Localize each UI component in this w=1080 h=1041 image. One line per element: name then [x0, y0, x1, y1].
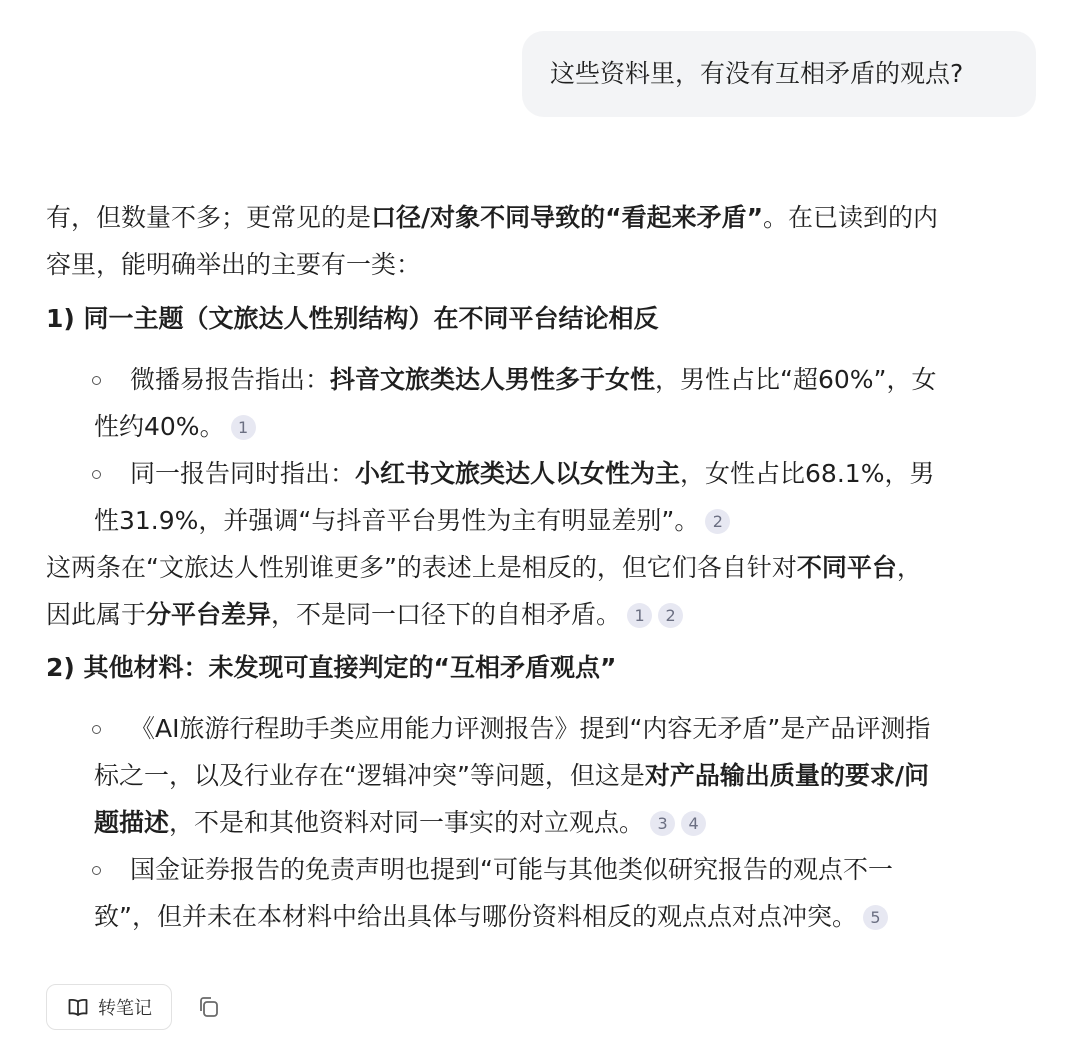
bullet-text: 标之一，以及行业存在“逻辑冲突”等问题，但这是: [94, 761, 645, 790]
list-item-continuation: [46, 752, 1046, 799]
user-message-text: 这些资料里，有没有互相矛盾的观点?: [550, 59, 964, 88]
citation-badge[interactable]: 1: [231, 415, 256, 440]
bullet-icon: [92, 866, 101, 875]
list-item-continuation: [46, 799, 1046, 846]
intro-text-end: 。在已读到的内: [763, 203, 939, 232]
bullet-text: 微播易报告指出：: [130, 365, 331, 394]
list-item: [46, 356, 1046, 403]
bullet-text-end: ，女性占比68.1%，男: [680, 459, 935, 488]
bullet-bold-text: 对产品输出质量的要求/问: [644, 761, 930, 790]
intro-line-2: [46, 241, 1046, 288]
bullet-icon: [92, 470, 101, 479]
bullet-icon: [92, 725, 101, 734]
bullet-text: 性约40%。: [94, 412, 225, 441]
citation-badge[interactable]: 3: [650, 811, 675, 836]
citation-badge[interactable]: 2: [658, 603, 683, 628]
bullet-text: ，不是和其他资料对同一事实的对立观点。: [169, 808, 645, 837]
citation-badge[interactable]: 5: [863, 905, 888, 930]
bullet-icon: [92, 376, 101, 385]
list-item: [46, 705, 1046, 752]
summary-text-end: ，: [896, 553, 922, 582]
copy-button[interactable]: [194, 992, 224, 1022]
bullet-bold-text: 小红书文旅类达人以女性为主: [355, 459, 681, 488]
save-to-notes-button[interactable]: [46, 984, 172, 1030]
list-item-continuation: [46, 893, 1046, 940]
citation-badge[interactable]: 2: [705, 509, 730, 534]
intro-text: 有，但数量不多；更常见的是: [46, 203, 372, 232]
book-open-icon: [66, 995, 90, 1019]
intro-text-2: 容里，能明确举出的主要有一类：: [46, 250, 422, 279]
bullet-text: 国金证券报告的免责声明也提到“可能与其他类似研究报告的观点不一: [130, 855, 893, 884]
intro-bold-text: 口径/对象不同导致的“看起来矛盾”: [371, 203, 764, 232]
list-item-continuation: [46, 497, 1046, 544]
citation-badge[interactable]: 4: [681, 811, 706, 836]
user-message-bubble: [522, 31, 1036, 117]
summary-text: 因此属于: [46, 600, 147, 629]
list-item: [46, 450, 1046, 497]
bullet-text: 性31.9%，并强调“与抖音平台男性为主有明显差别”。: [94, 506, 700, 535]
assistant-answer: [46, 194, 1046, 940]
copy-icon: [196, 994, 222, 1020]
section-2-heading: 2) 其他材料：未发现可直接判定的“互相矛盾观点”: [46, 653, 617, 682]
bullet-text: 《AI旅游行程助手类应用能力评测报告》提到“内容无矛盾”是产品评测指: [130, 714, 931, 743]
summary-text: 这两条在“文旅达人性别谁更多”的表述上是相反的，但它们各自针对: [46, 553, 797, 582]
section-1-heading: 1) 同一主题（文旅达人性别结构）在不同平台结论相反: [46, 304, 659, 333]
bullet-bold-text: 题描述: [94, 808, 170, 837]
intro-line-1: [46, 194, 1046, 241]
bullet-text: 同一报告同时指出：: [130, 459, 356, 488]
bullet-bold-text: 抖音文旅类达人男性多于女性: [330, 365, 656, 394]
summary-line-1: [46, 544, 1046, 591]
summary-bold-text: 不同平台: [796, 553, 897, 582]
bullet-text-end: ，男性占比“超60%”，女: [655, 365, 937, 394]
save-to-notes-label: 转笔记: [98, 998, 152, 1019]
list-item-continuation: [46, 403, 1046, 450]
bullet-text: 致”，但并未在本材料中给出具体与哪份资料相反的观点点对点冲突。: [94, 902, 857, 931]
summary-text-end: ，不是同一口径下的自相矛盾。: [271, 600, 622, 629]
list-item: [46, 846, 1046, 893]
citation-badge[interactable]: 1: [627, 603, 652, 628]
summary-bold-text: 分平台差异: [146, 600, 272, 629]
summary-line-2: [46, 591, 1046, 638]
